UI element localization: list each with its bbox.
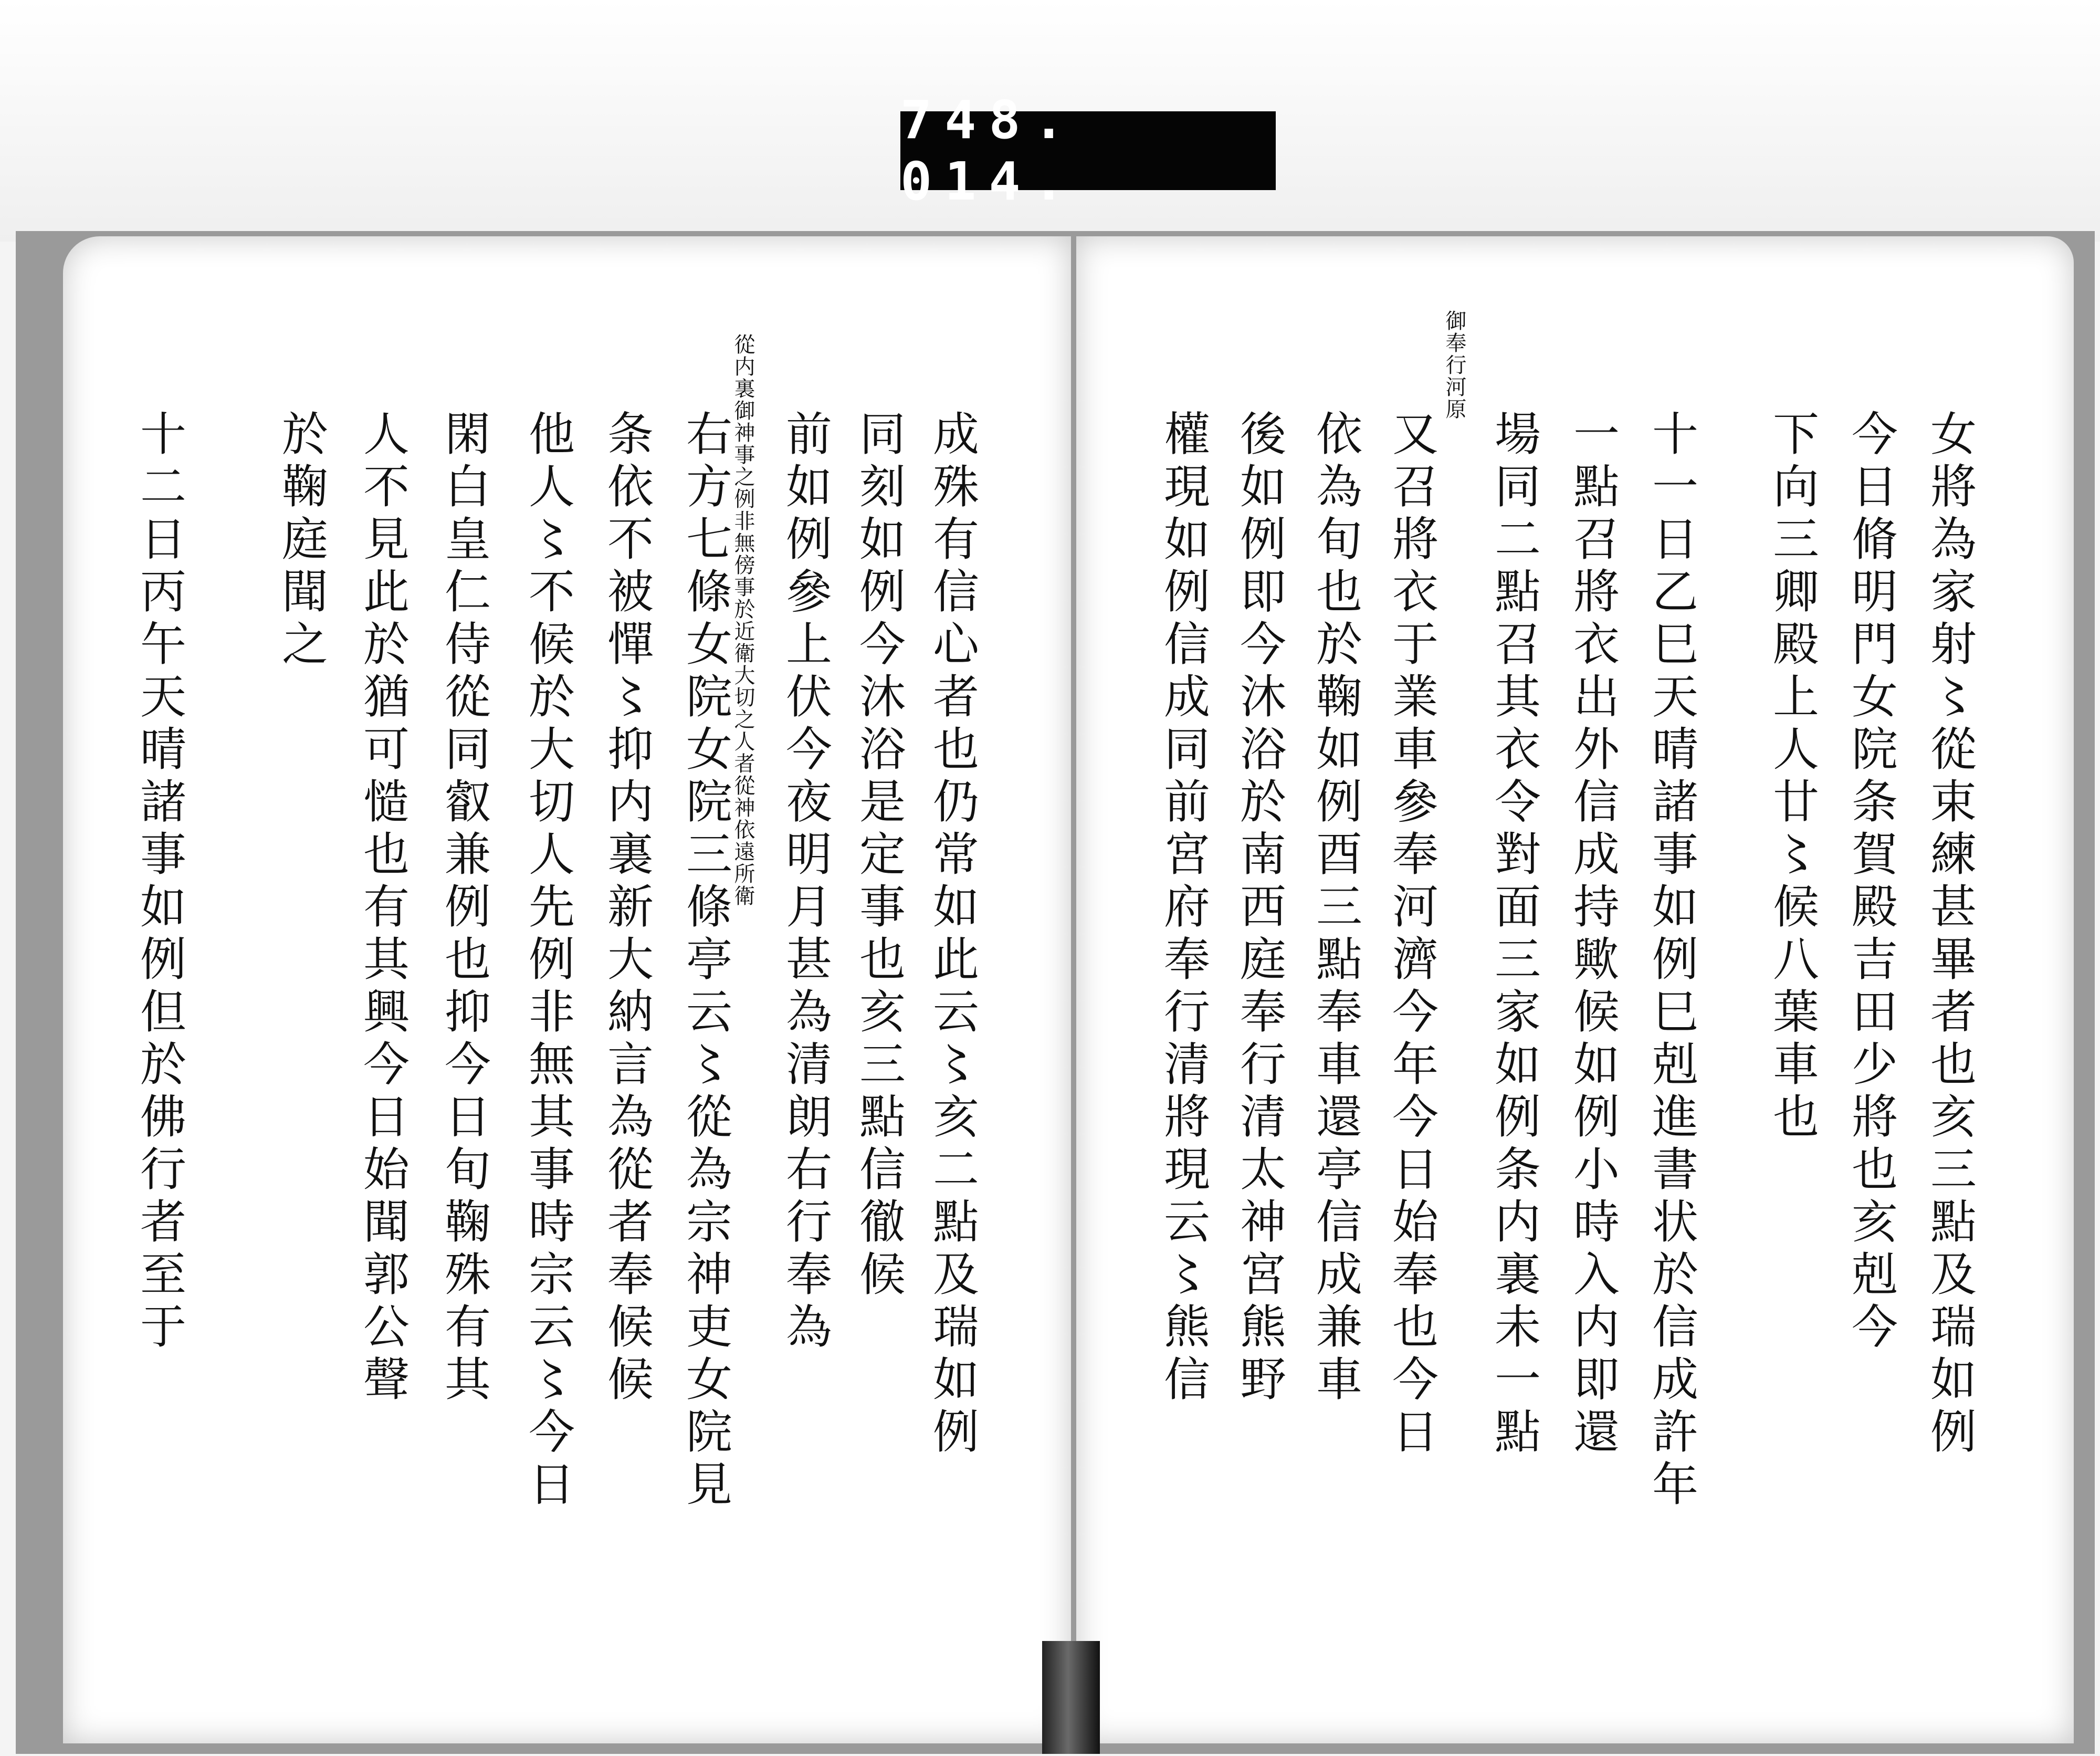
right-column-10: 權現如例信成同前宮府奉行清將現云〻熊信 [1157,410,1211,1407]
right-column-6: 場同二點召其衣令對面三家如例条内裏未一點 [1487,410,1541,1460]
right-column-4: 十一日乙巳天晴諸事如例巳剋進書状於信成許年 [1645,410,1699,1512]
right-column-1: 女將為家射〻從束練甚畢者也亥三點及瑞如例 [1923,410,1977,1460]
left-column-10: 成殊有信心者也仍常如此云〻亥二點及瑞如例 [926,410,980,1460]
right-column-3: 下向三卿殿上人廿〻候八葉車也 [1766,410,1820,1145]
right-column-5: 一點召將衣出外信成持歟候如例小時入内即還 [1566,410,1620,1460]
right-page [1076,236,2074,1743]
left-column-3: 人不見此於猶可慥也有其興今日始聞郭公聲 [356,410,410,1407]
left-column-8: 前如例參上伏今夜明月甚為清朗右行奉為 [779,410,833,1355]
right-column-9: 後如例即今沐浴於南西庭奉行清太神宮熊野 [1233,410,1287,1407]
right-column-7: 又召將衣于業車參奉河濟今年今日始奉也今日 [1385,410,1439,1460]
left-column-6: 条依不被憚〻抑内裏新大納言為從者奉候候 [600,410,654,1407]
catalog-number-plate [900,89,1276,212]
catalog-number: 748. 014. [900,89,1077,212]
left-column-4: 閑白皇仁侍從同叡兼例也抑今日旬鞠殊有其 [437,410,491,1407]
left-column-5: 他人〻不候於大切人先例非無其事時宗云〻今日 [521,410,575,1512]
left-page [63,236,1071,1743]
left-column-2: 於鞠庭聞之 [275,410,329,672]
left-column-7: 右方七條女院女院三條亭云〻從為宗神吏女院見 [679,410,733,1512]
right-column-8: 依為旬也於鞠如例酉三點奉車還亭信成兼車 [1309,410,1363,1407]
right-marginal-note: 御奉行河原 [1442,310,1466,420]
left-column-1: 十二日丙午天晴諸事如例但於佛行者至于 [133,410,187,1355]
book-binding-gutter [1042,1641,1100,1754]
left-column-9: 同刻如例今沐浴是定事也亥三點信徹候 [852,410,906,1302]
right-column-2: 今日脩明門女院条賀殿吉田少將也亥剋今 [1844,410,1898,1355]
left-marginal-note: 從内裏御神事之例非無傍事於近衛大切之人者從神依遠所衛 [731,333,755,907]
